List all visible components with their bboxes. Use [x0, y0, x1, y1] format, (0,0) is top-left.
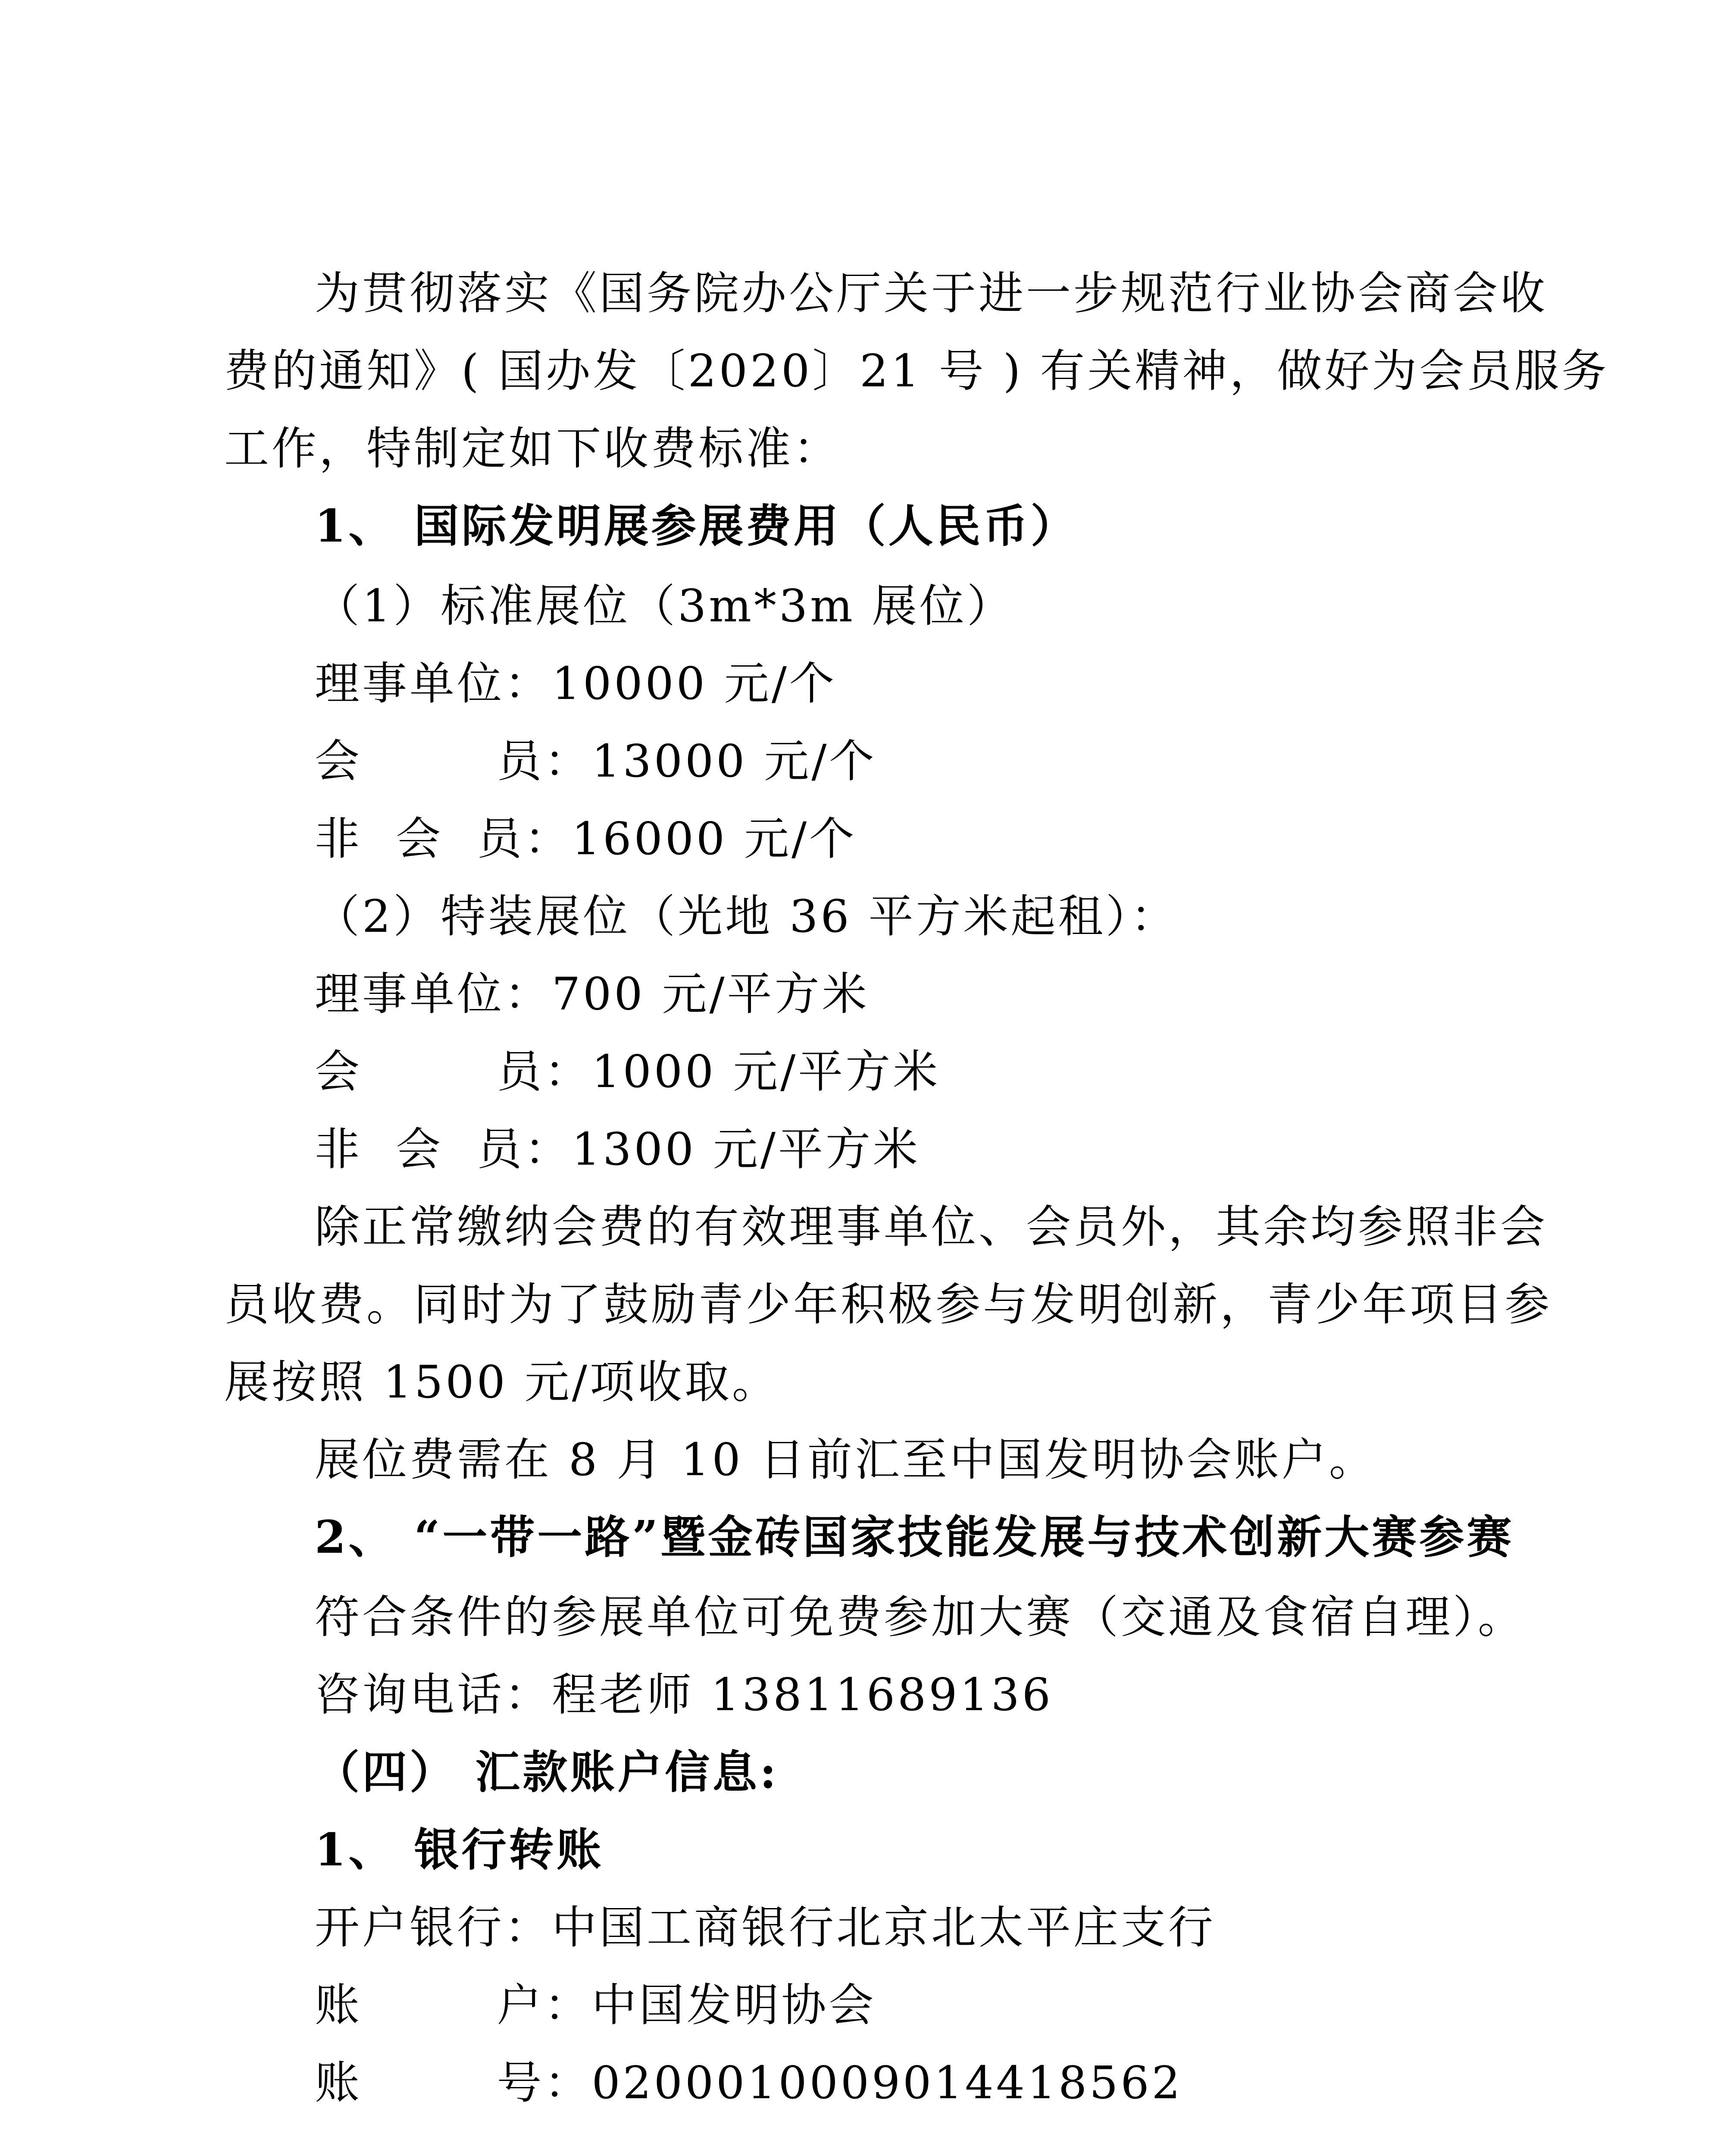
standard-booth-row-2	[315, 733, 876, 789]
section2-body: 符合条件的参展单位可免费参加大赛（交通及食宿自理）。	[315, 1591, 1526, 1643]
intro-line-3: 工作，特制定如下收费标准：	[224, 422, 841, 475]
fee-value: 16000 元/个	[572, 812, 857, 865]
payment-deadline: 展位费需在 8 月 10 日前汇至中国发明协会账户。	[315, 1433, 1376, 1486]
standard-booth-row-3	[315, 811, 857, 867]
intro-line-2: 费的通知》( 国办发〔2020〕21 号 ) 有关精神，做好为会员服务	[224, 345, 1609, 397]
fee-label: 非 会 员：	[315, 812, 572, 865]
section4-heading: （四） 汇款账户信息:	[315, 1745, 779, 1799]
bank-transfer-heading: 1、 银行转账	[315, 1823, 604, 1876]
contact-phone: 咨询电话：程老师 13811689136	[315, 1668, 1053, 1721]
special-booth-title: （2）特装展位（光地 36 平方米起租）：	[315, 890, 1178, 943]
section1-heading: 1、 国际发明展参展费用（人民币）	[315, 499, 1078, 552]
fee-value: 1000 元/平方米	[591, 1045, 941, 1098]
fee-label: 非 会 员：	[315, 1123, 572, 1175]
special-booth-row-1	[315, 966, 870, 1022]
fee-label: 理事单位：	[315, 968, 552, 1020]
fee-note-line-1: 除正常缴纳会费的有效理事单位、会员外，其余均参照非会	[315, 1200, 1548, 1253]
fee-note-line-2: 员收费。同时为了鼓励青少年积极参与发明创新，青少年项目参	[224, 1278, 1552, 1331]
section2-heading: 2、 “一带一路”暨金砖国家技能发展与技术创新大赛参赛	[315, 1510, 1514, 1564]
special-booth-row-3	[315, 1121, 920, 1177]
account-number: 账 号：0200010009014418562	[315, 2056, 1183, 2109]
fee-value: 700 元/平方米	[552, 968, 870, 1020]
standard-booth-row-1	[315, 655, 837, 711]
fee-value: 13000 元/个	[591, 735, 877, 787]
fee-note-line-3: 展按照 1500 元/项收取。	[224, 1356, 779, 1408]
fee-label: 理事单位：	[315, 657, 552, 710]
account-name: 账 户：中国发明协会	[315, 1979, 876, 2031]
fee-value: 10000 元/个	[552, 657, 837, 710]
intro-line-1: 为贯彻落实《国务院办公厅关于进一步规范行业协会商会收	[315, 267, 1548, 320]
bank-name: 开户银行：中国工商银行北京北太平庄支行	[315, 1901, 1216, 1954]
fee-value: 1300 元/平方米	[572, 1123, 921, 1175]
standard-booth-title: （1）标准展位（3m*3m 展位）	[315, 580, 1014, 632]
fee-label: 会 员：	[315, 1045, 592, 1098]
special-booth-row-2	[315, 1044, 940, 1100]
fee-label: 会 员：	[315, 735, 592, 787]
